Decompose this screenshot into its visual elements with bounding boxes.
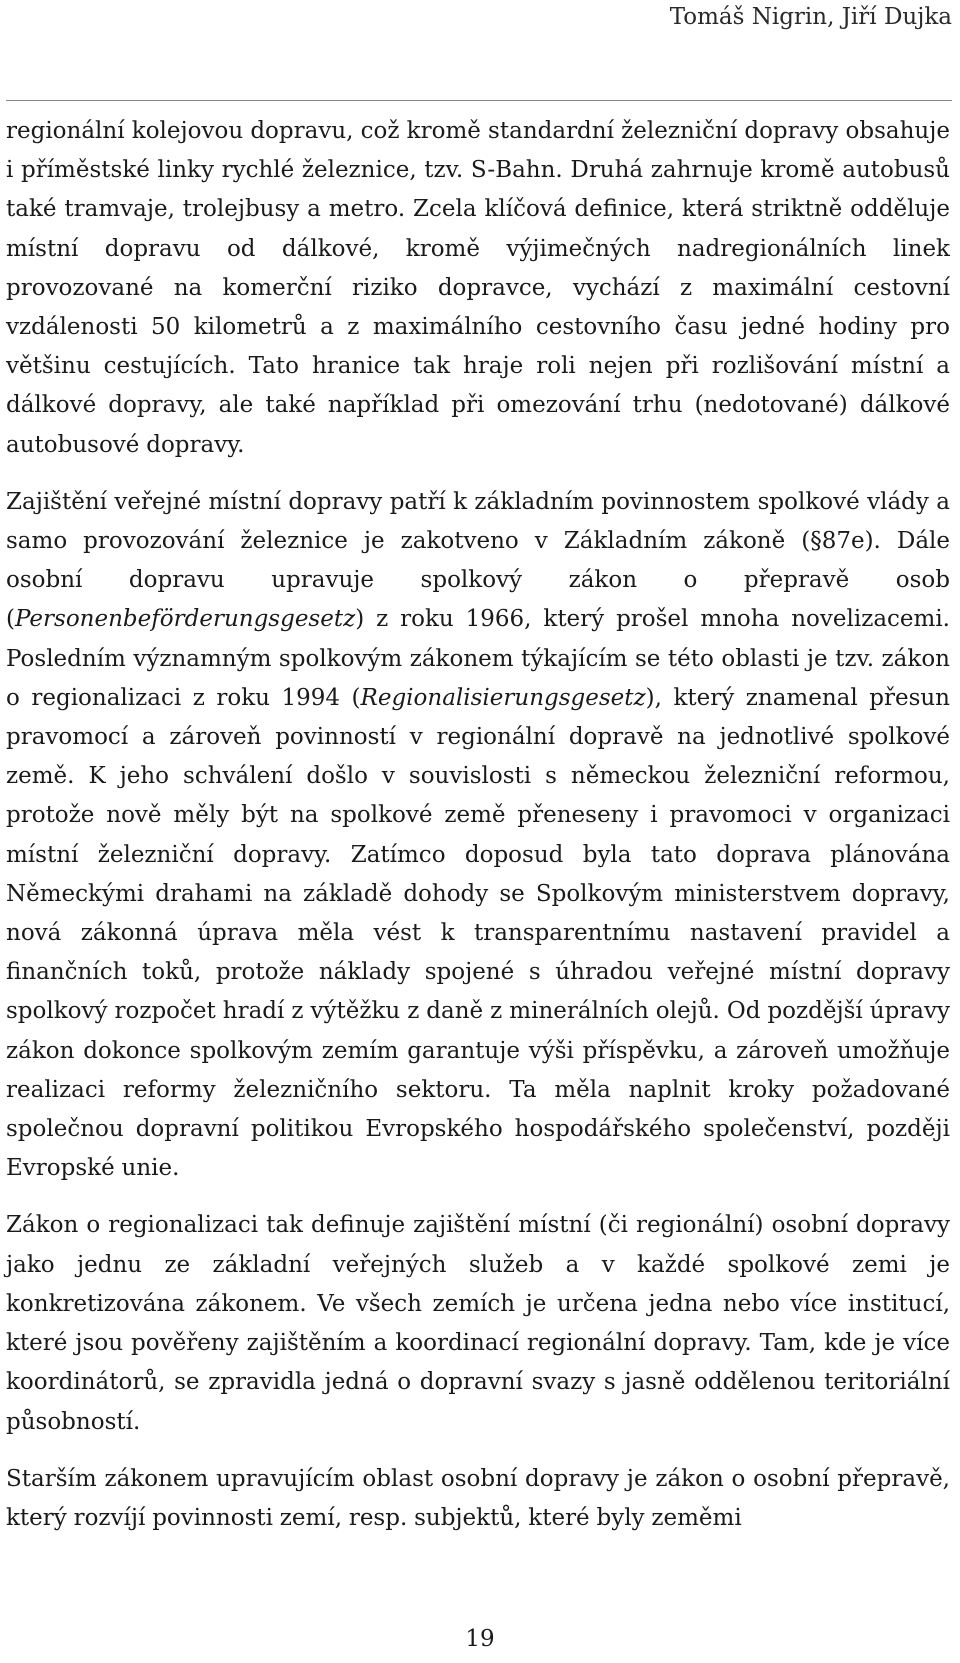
paragraph-2-italic-law-title-2: Regionalisierungsgesetz bbox=[360, 684, 646, 711]
paragraph-2-text-a: Zajištění veřejné místní dopravy patří k základním povinnostem spolkové vlády a samo provozování železnice je zakotveno v Základním zákoně (§87e). Dále osobní dopravu upravuje spolkový zákon o přepravě osob ( bbox=[6, 488, 950, 633]
body-text bbox=[6, 112, 950, 1556]
page-number: 19 bbox=[465, 1626, 495, 1652]
paragraph-2 bbox=[6, 483, 950, 1189]
paragraph-4: Starším zákonem upravujícím oblast osobní dopravy je zákon o osobní přepravě, který rozvíjí povinnosti zemí, resp. subjektů, které byly zeměmi bbox=[6, 1465, 950, 1531]
paragraph-2-text-b: ) z roku 1966, který prošel mnoha novelizacemi. Posledním významným spolkovým zákonem týkajícím se této oblasti je tzv. zákon o regionalizaci z roku 1994 ( bbox=[6, 606, 950, 711]
paragraph-2-text-c: ), který znamenal přesun pravomocí a zároveň povinností v regionální dopravě na jednotlivé spolkové země. K jeho schválení došlo v souvislosti s německou železniční reformou, protože nově měly být na spolkové země přeneseny i pravomoci v organizaci místní železniční dopravy. Zatímco doposud byla tato doprava plánována Německými drahami na základě dohody se Spolkovým ministerstvem dopravy, nová zákonná úprava měla vést k transparentnímu nastavení pravidel a finančních toků, protože náklady spojené s úhradou veřejné místní dopravy spolkový rozpočet hradí z výtěžku z daně z minerálních olejů. Od pozdější úpravy zákon dokonce spolkovým zemím garantuje výši příspěvku, a zároveň umožňuje realizaci reformy železničního sektoru. Ta měla naplnit kroky požadované společnou dopravní politikou Evropského hospodářského společenství, později Evropské unie. bbox=[6, 684, 950, 1182]
running-header-authors: Tomáš Nigrin, Jiří Dujka bbox=[669, 4, 952, 30]
paragraph-2-italic-law-title-1: Personenbeförderungsgesetz bbox=[14, 606, 356, 633]
paragraph-3: Zákon o regionalizaci tak definuje zajištění místní (či regionální) osobní dopravy jako jednu ze základní veřejných služeb a v každé spolkové zemi je konkretizována zákonem. Ve všech zemích je určena jedna nebo více institucí, které jsou pověřeny zajištěním a koordinací regionální dopravy. Tam, kde je více koordinátorů, se zpravidla jedná o dopravní svazy s jasně oddělenou teritoriální působností. bbox=[6, 1212, 950, 1435]
header-rule bbox=[6, 100, 952, 101]
paragraph-1: regionální kolejovou dopravu, což kromě standardní železniční dopravy obsahuje i příměstské linky rychlé železnice, tzv. S-Bahn. Druhá zahrnuje kromě autobusů také tramvaje, trolejbusy a metro. Zcela klíčová definice, která striktně odděluje místní dopravu od dálkové, kromě výjimečných nadregionálních linek provozované na komerční riziko dopravce, vychází z maximální cestovní vzdálenosti 50 kilometrů a z maximálního cestovního času jedné hodiny pro většinu cestujících. Tato hranice tak hraje roli nejen při rozlišování místní a dálkové dopravy, ale také například při omezování trhu (nedotované) dálkové autobusové dopravy. bbox=[6, 118, 950, 458]
